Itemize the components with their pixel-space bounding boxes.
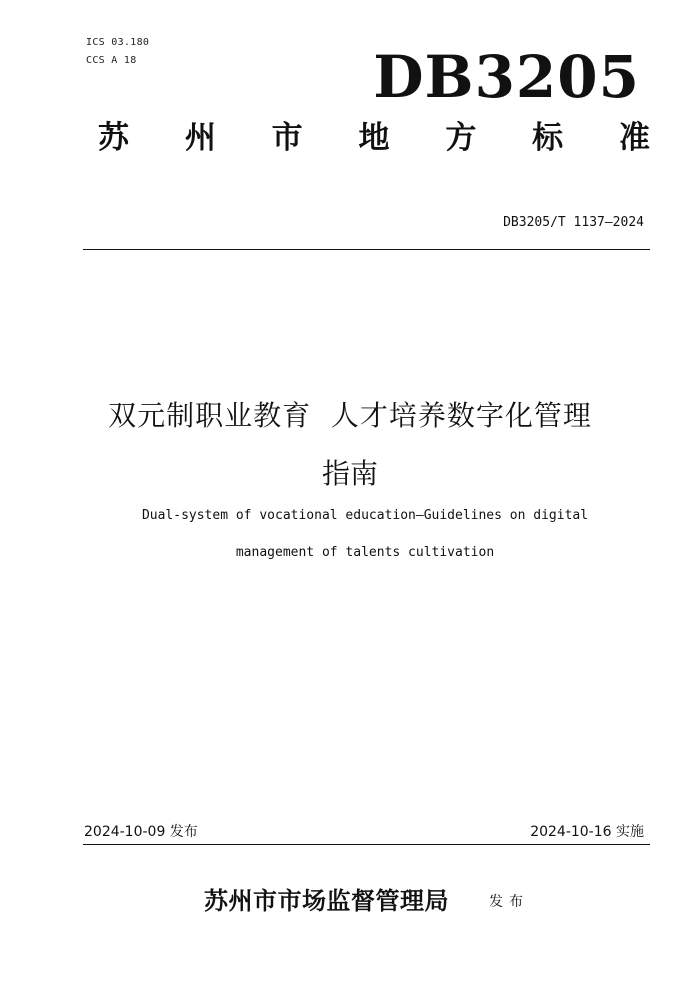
- title-english-line-1: Dual-system of vocational education—Guidelines on digital: [141, 508, 589, 523]
- standard-number: DB3205/T 1137—2024: [503, 215, 644, 230]
- title-chinese-line-2: 指南: [321, 457, 378, 490]
- standard-type-char: 苏: [98, 120, 129, 156]
- standard-type-char: 标: [532, 120, 564, 156]
- db-mark: DB3205: [373, 43, 640, 111]
- standard-type-char: 州: [184, 120, 216, 156]
- bottom-divider: [83, 844, 650, 845]
- ccs-code: CCS A 18: [86, 55, 137, 66]
- issue-date: 2024-10-09 发布: [84, 824, 198, 840]
- top-divider: [83, 249, 650, 250]
- publish-label: 发布: [489, 894, 529, 910]
- title-chinese-line-1: 双元制职业教育 人才培养数字化管理: [108, 399, 592, 432]
- standard-type-char: 地: [358, 120, 390, 156]
- title-english-line-2: management of talents cultivation: [235, 545, 495, 560]
- implementation-date: 2024-10-16 实施: [530, 824, 644, 840]
- standard-type-char: 市: [271, 120, 303, 156]
- standard-type-char: 准: [618, 120, 650, 156]
- ics-code: ICS 03.180: [86, 37, 150, 48]
- standard-type-heading: [98, 120, 650, 157]
- publisher-name: 苏州市市场监督管理局: [204, 886, 449, 915]
- standard-type-char: 方: [445, 120, 477, 156]
